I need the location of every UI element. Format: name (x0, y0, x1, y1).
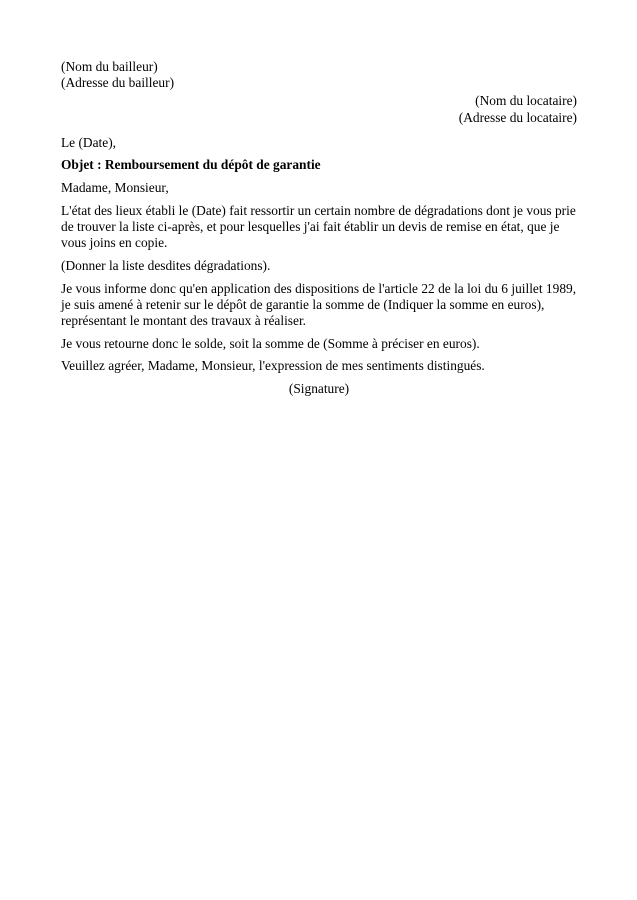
sender-block (61, 59, 577, 91)
sender-address: (Adresse du bailleur) (61, 75, 175, 91)
letter-page (61, 59, 577, 397)
date-line: Le (Date), (61, 134, 117, 150)
salutation: Madame, Monsieur, (61, 180, 169, 196)
paragraph-retention: Je vous informe donc qu'en application des dispositions de l'article 22 de la loi du 6 juillet 1989, je suis amené à retenir sur le dépôt de garantie la somme de (Indiquer la somme en euros), représentant le montant des travaux à réaliser. (61, 280, 577, 328)
recipient-name: (Nom du locataire) (475, 93, 577, 109)
paragraph-balance: Je vous retourne donc le solde, soit la somme de (Somme à préciser en euros). (61, 335, 480, 351)
recipient-address: (Adresse du locataire) (458, 109, 577, 125)
sender-name: (Nom du bailleur) (61, 59, 158, 74)
signature: (Signature) (288, 381, 350, 397)
paragraph-damage-list: (Donner la liste desdites dégradations). (61, 257, 271, 273)
subject-line: Objet : Remboursement du dépôt de garantie (61, 157, 321, 173)
paragraph-inspection: L'état des lieux établi le (Date) fait ressortir un certain nombre de dégradations dont je vous prie de trouver la liste ci-après, et pour lesquelles j'ai fait établir un devis de remise en état, que je vous joins en copie. (61, 202, 576, 251)
paragraph-closing: Veuillez agréer, Madame, Monsieur, l'expression de mes sentiments distingués. (61, 358, 485, 374)
recipient-block (61, 93, 577, 125)
